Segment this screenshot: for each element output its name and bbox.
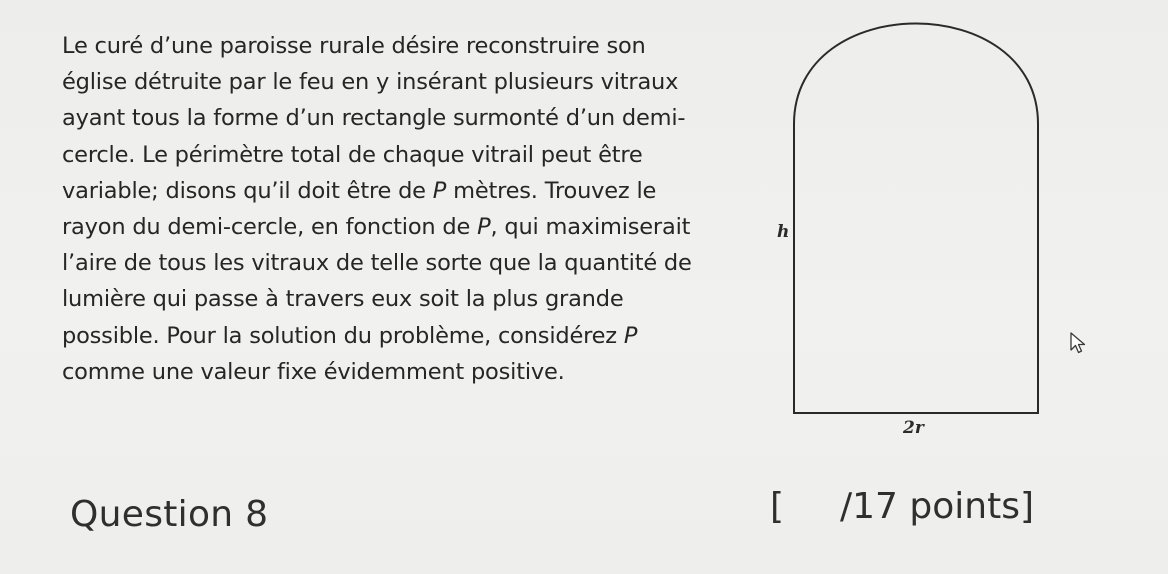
window-outline: [794, 24, 1038, 414]
question-title: Question 8: [70, 494, 269, 535]
problem-line-1: Le curé d’une paroisse rurale désire reconstruire son: [62, 33, 646, 59]
problem-line-5: variable; disons qu’il doit être de P mètres. Trouvez le: [62, 177, 657, 204]
problem-statement: [62, 28, 752, 390]
problem-line-4: cercle. Le périmètre total de chaque vitrail peut être: [62, 141, 643, 168]
points-value: /17 points]: [840, 486, 1034, 527]
problem-line-3: ayant tous la forme d’un rectangle surmonté d’un demi-: [62, 105, 686, 132]
problem-line-2: église détruite par le feu en y insérant plusieurs vitraux: [62, 69, 679, 96]
window-diagram: [760, 0, 1060, 460]
problem-line-6: rayon du demi-cercle, en fonction de P, qui maximiserait: [62, 214, 691, 241]
mouse-pointer-icon: [1068, 330, 1088, 360]
problem-line-7: l’aire de tous les vitraux de telle sorte que la quantité de: [62, 250, 692, 277]
window-shape: [760, 0, 1060, 460]
variable-p: P: [432, 177, 447, 204]
problem-line-8: lumière qui passe à travers eux soit la plus grande: [62, 286, 624, 313]
problem-line-9: possible. Pour la solution du problème, considérez P: [62, 322, 638, 349]
variable-p: P: [477, 214, 491, 241]
width-label: 2r: [903, 418, 924, 438]
height-label: h: [777, 222, 790, 242]
bracket-open: [: [770, 486, 785, 527]
points-indicator: [770, 486, 1034, 527]
problem-line-10: comme une valeur fixe évidemment positive.: [62, 358, 565, 385]
variable-p: P: [623, 322, 638, 349]
